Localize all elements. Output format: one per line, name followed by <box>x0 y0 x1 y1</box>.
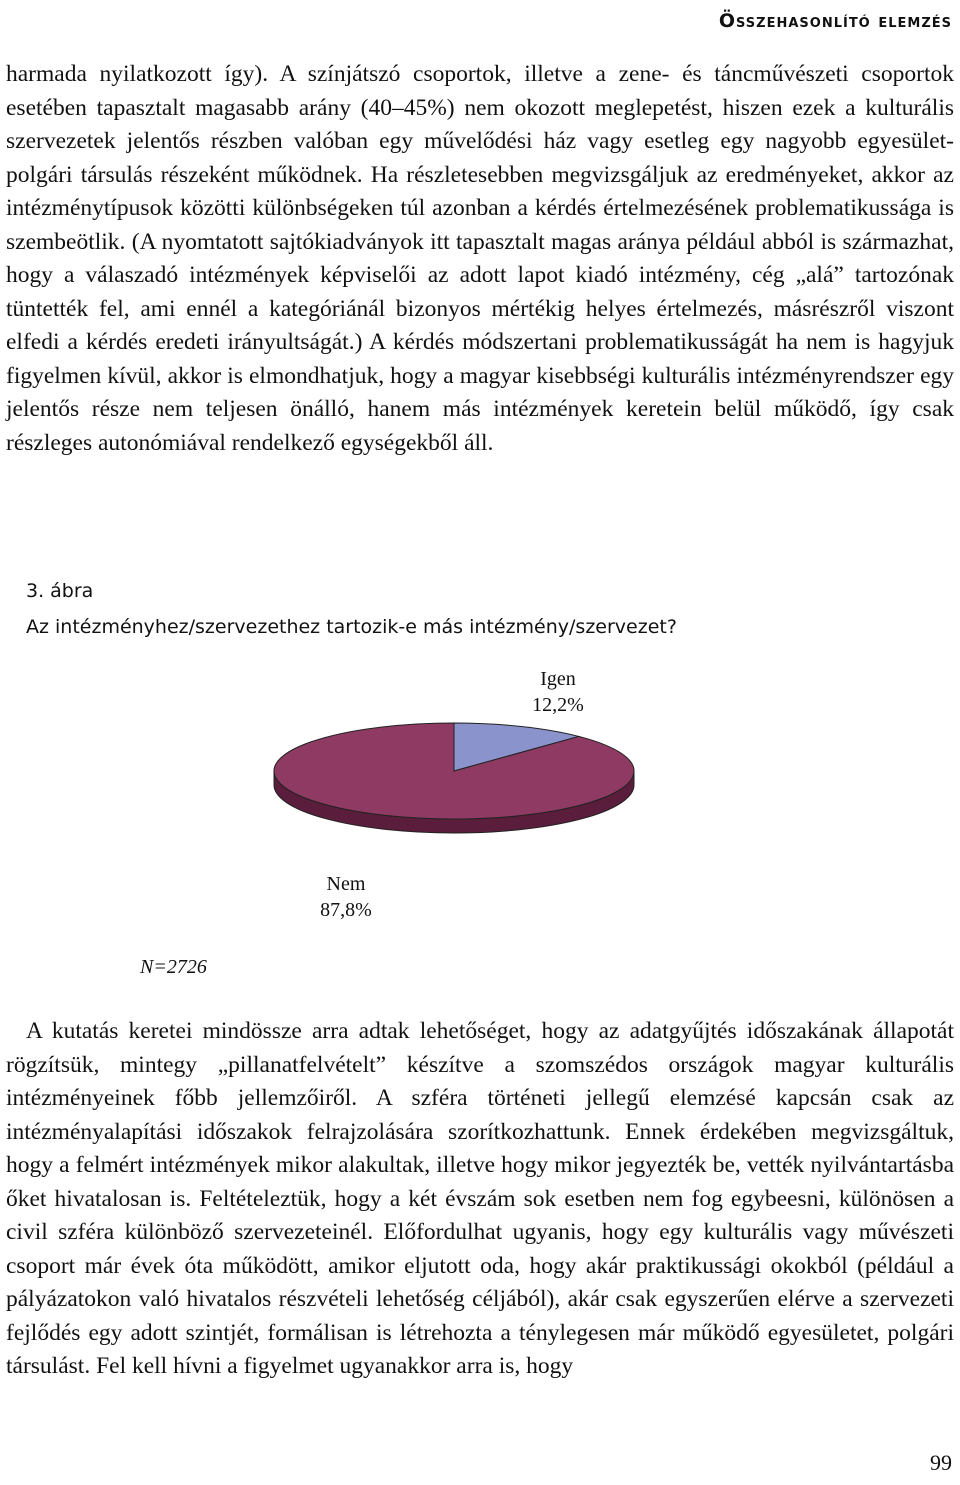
slice-label-nem-name: Nem <box>326 873 366 895</box>
page-number: 99 <box>930 1450 952 1475</box>
figure-number: 3. ábra <box>26 580 94 602</box>
slice-label-nem-value: 87,8% <box>320 899 372 921</box>
slice-label-igen <box>508 666 608 718</box>
running-header: Összehasonlító elemzés <box>718 10 952 32</box>
slice-label-igen-name: Igen <box>540 668 576 690</box>
body-paragraph-2: A kutatás keretei mindössze arra adtak lehetőséget, hogy az adatgyűjtés időszakának állapotát rögzítsük, mintegy „pillanatfelvételt” készítve a szomszédos országok magyar kulturális intézményeinek főbb jellemzőiről. A szféra történeti jellegű elemzésé kapcsán csak az intézményalapítási időszakok felrajzolására szorítkozhattunk. Ennek érdekében megvizsgáltuk, hogy a felmért intézmények mikor alakultak, illetve hogy mikor jegyezték be, vették nyilvántartásba őket hivatalosan is. Feltételeztük, hogy a két évszám sok esetben nem fog egybeesni, különösen a civil szféra különböző szervezeteinél. Előfordulhat ugyanis, hogy egy kulturális vagy művészeti csoport már évek óta működött, amikor eljutott oda, hogy akár praktikussági okokból (például a pályázatokon való hivatalos részvételi lehetőség céljából), akár csak egyszerűen elérve a szervezeti fejlődés egy adott szintjét, formálisan is létrehozta a ténylegesen már működő egyesületet, polgári társulást. Fel kell hívni a figyelmet ugyanakkor arra is, hogy <box>6 1018 954 1379</box>
body-paragraph-1: harmada nyilatkozott így). A színjátszó csoportok, illetve a zene- és táncművészeti csoportok esetében tapasztalt magasabb arány (40–45%) nem okozott meglepetést, hiszen ezek a kulturális szervezetek jelentős részben valóban egy művelődési ház vagy esetleg egy nagyobb egyesület-polgári társulás részeként működnek. Ha részletesebben megvizsgáljuk az eredményeket, akkor az intézménytípusok közötti különbségeken túl azonban a kérdés értelmezésének problematikussága is szembeötlik. (A nyomtatott sajtókiadványok itt tapasztalt magas aránya például abból is származhat, hogy a válaszadó intézmények képviselői az adott lapot kiadó intézmény, cég „alá” tartozónak tüntették fel, ami ennél a kategóriánál bizonyos mértékig helyes értelmezés, másrészről viszont elfedi a kérdés eredeti irányultságát.) A kérdés módszertani problematikusságát ha nem is hagyjuk figyelmen kívül, akkor is elmondhatjuk, hogy a magyar kisebbségi kulturális intézményrendszer egy jelentős része nem teljesen önálló, hanem más intézmények keretein belül működő, így csak részleges autonómiával rendelkező egységekből áll. <box>6 61 954 456</box>
figure-caption: Az intézményhez/szervezethez tartozik-e más intézmény/szervezet? <box>26 616 677 638</box>
pie-chart <box>0 640 960 940</box>
slice-label-igen-value: 12,2% <box>532 694 584 716</box>
sample-size-label: N=2726 <box>140 956 207 978</box>
slice-label-nem <box>296 871 396 923</box>
pie-slice-nem <box>274 723 634 819</box>
